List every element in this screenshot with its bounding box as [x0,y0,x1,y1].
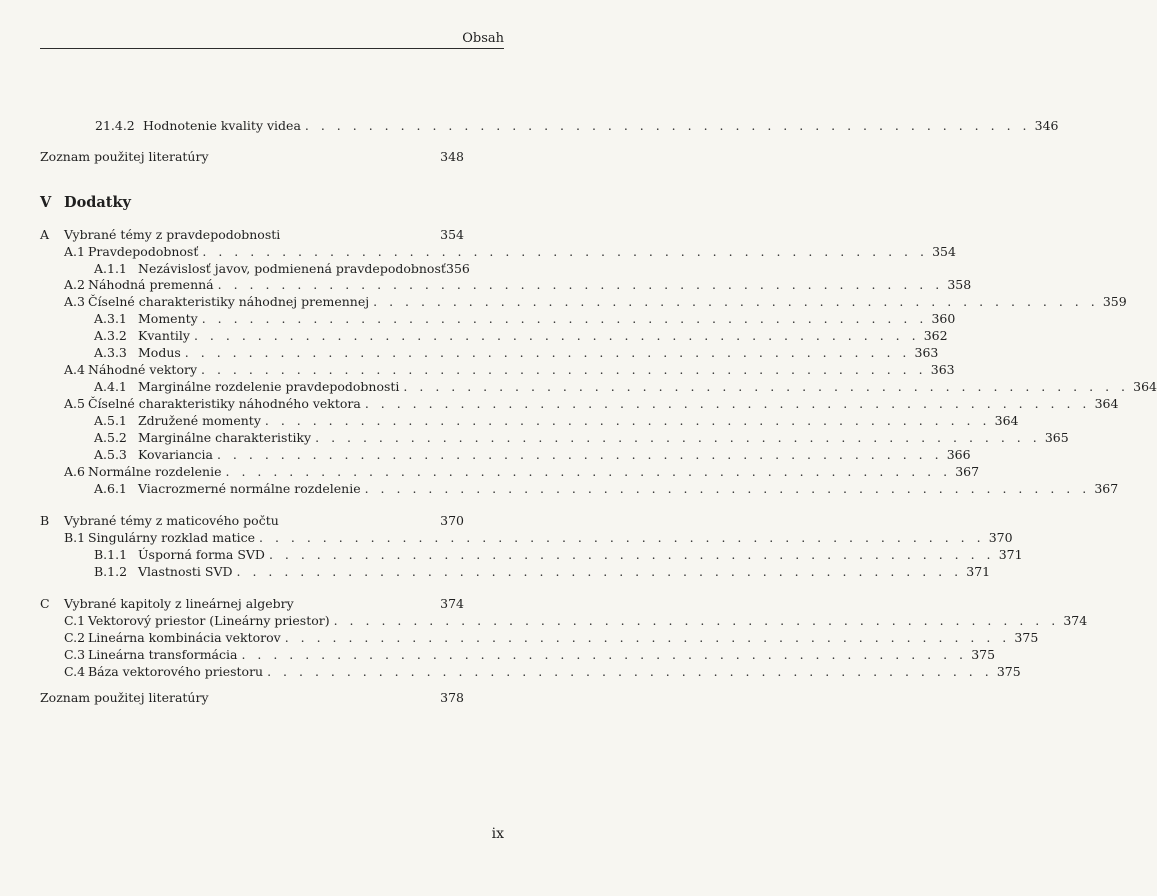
toc-entry-title: Marginálne charakteristiky [138,430,312,445]
toc-entry[interactable] [40,690,464,706]
toc-entry[interactable] [40,277,972,293]
toc-entry-number: A.5 [64,396,85,411]
toc-entry[interactable] [40,647,996,663]
toc-entry-title: Úsporná forma SVD [138,547,265,562]
toc-entry[interactable] [40,547,1023,563]
toc-entry[interactable] [40,118,1059,134]
dot-leader: . . . . . . . . . . . . . . . . . . . . . . . . . . . . . . . . . . . . . . . . . . . . . . [217,277,944,292]
toc-entry-page: 360 [931,311,956,326]
toc-entry[interactable] [40,430,1069,446]
part-title: Dodatky [64,194,131,211]
toc-entry-number: A.3.3 [94,345,127,360]
toc-entry-number: A.3.1 [94,311,127,326]
toc-entry-title: Momenty [138,311,198,326]
toc-entry-number: A.5.3 [94,447,127,462]
toc-entry-title: Zoznam použitej literatúry [40,690,209,705]
toc-entry-number: A.4 [64,362,85,377]
toc-entry-title: Vybrané témy z maticového počtu [64,513,279,528]
toc-entry-page: 358 [947,277,972,292]
toc-entry[interactable] [40,362,955,378]
toc-entry[interactable] [40,261,470,277]
dot-leader: . . . . . . . . . . . . . . . . . . . . . . . . . . . . . . . . . . . . . . . . . . . . . . [304,118,1031,133]
toc-entry-page: 364 [994,413,1019,428]
toc-entry-title: Náhodná premenná [88,277,214,292]
page-number: ix [491,826,504,842]
toc-entry-page: 364 [1133,379,1157,394]
toc-entry-title: Kovariancia [138,447,213,462]
toc-entry-title: Kvantily [138,328,190,343]
toc-entry-title: Vektorový priestor (Lineárny priestor) [88,613,330,628]
dot-leader: . . . . . . . . . . . . . . . . . . . . . . . . . . . . . . . . . . . . . . . . . . . . . . [264,413,991,428]
toc-entry-number: C.1 [64,613,86,628]
toc-entry-number: A.3 [64,294,85,309]
toc-entry[interactable] [40,379,1157,395]
toc-entry[interactable] [40,149,464,165]
toc-entry-number: A.6.1 [94,481,127,496]
toc-entry-title: Zoznam použitej literatúry [40,149,209,164]
toc-entry-page: 371 [966,564,991,579]
toc-entry-page: 370 [988,530,1013,545]
toc-entry-page: 375 [996,664,1021,679]
toc-entry-page: 378 [440,690,464,705]
toc-entry-title: Marginálne rozdelenie pravdepodobnosti [138,379,400,394]
toc-entry-page: 348 [440,149,464,164]
toc-entry-title: Viacrozmerné normálne rozdelenie [138,481,361,496]
toc-entry[interactable] [40,447,971,463]
dot-leader: . . . . . . . . . . . . . . . . . . . . . . . . . . . . . . . . . . . . . . . . . . . . . . [193,328,920,343]
toc-entry[interactable] [40,294,1127,310]
toc-entry-number: B.1.1 [94,547,128,562]
toc-entry-page: 366 [946,447,971,462]
toc-chapter-entry[interactable] [40,596,464,612]
toc-entry-title: Lineárna kombinácia vektorov [88,630,281,645]
toc-entry-number: A.1 [64,244,85,259]
header-rule [40,48,504,49]
dot-leader: . . . . . . . . . . . . . . . . . . . . . . . . . . . . . . . . . . . . . . . . . . . . . . [364,481,1091,496]
toc-entry-number: B [40,513,50,528]
toc-entry-number: A.1.1 [94,261,127,276]
toc-entry-title: Číselné charakteristiky náhodného vektora [88,396,361,411]
dot-leader: . . . . . . . . . . . . . . . . . . . . . . . . . . . . . . . . . . . . . . . . . . . . . . [333,613,1060,628]
toc-entry-number: 21.4.2 [95,118,135,133]
toc-entry-number: C [40,596,50,611]
toc-entry-page: 365 [1044,430,1069,445]
toc-entry-number: A.6 [64,464,85,479]
toc-entry-title: Singulárny rozklad matice [88,530,255,545]
toc-entry-page: 354 [440,227,464,242]
toc-entry[interactable] [40,345,939,361]
toc-entry[interactable] [40,244,956,260]
toc-entry-page: 363 [930,362,955,377]
toc-entry-page: 362 [923,328,948,343]
toc-entry-title: Nezávislosť javov, podmienená pravdepodobnosť [138,261,446,276]
toc-entry-number: A [40,227,50,242]
toc-entry[interactable] [40,413,1019,429]
dot-leader: . . . . . . . . . . . . . . . . . . . . . . . . . . . . . . . . . . . . . . . . . . . . . . [236,564,963,579]
dot-leader: . . . . . . . . . . . . . . . . . . . . . . . . . . . . . . . . . . . . . . . . . . . . . . [201,362,927,377]
toc-entry[interactable] [40,564,991,580]
dot-leader: . . . . . . . . . . . . . . . . . . . . . . . . . . . . . . . . . . . . . . . . . . . . . . [364,396,1091,411]
toc-entry-title: Združené momenty [138,413,261,428]
toc-entry-page: 371 [998,547,1023,562]
toc-entry-page: 375 [971,647,996,662]
toc-entry[interactable] [40,396,1119,412]
toc-entry-page: 370 [440,513,464,528]
toc-entry-page: 374 [440,596,464,611]
toc-entry-page: 359 [1102,294,1127,309]
toc-entry-page: 367 [955,464,980,479]
toc-entry-title: Vlastnosti SVD [138,564,233,579]
toc-entry-page: 375 [1014,630,1039,645]
toc-entry-page: 354 [932,244,956,259]
toc-entry-page: 374 [1063,613,1088,628]
toc-entry-title: Náhodné vektory [88,362,198,377]
toc-entry-page: 364 [1094,396,1119,411]
dot-leader: . . . . . . . . . . . . . . . . . . . . . . . . . . . . . . . . . . . . . . . . . . . . . . [315,430,1041,445]
toc-entry[interactable] [40,328,948,344]
toc-entry[interactable] [40,481,1119,497]
toc-entry-title: Číselné charakteristiky náhodnej premennej [88,294,370,309]
toc-entry[interactable] [40,664,1021,680]
toc-entry[interactable] [40,311,956,327]
dot-leader: . . . . . . . . . . . . . . . . . . . . . . . . . . . . . . . . . . . . . . . . . . . . . . [259,530,985,545]
toc-entry-number: A.5.1 [94,413,127,428]
dot-leader: . . . . . . . . . . . . . . . . . . . . . . . . . . . . . . . . . . . . . . . . . . . . . . [202,244,928,259]
toc-entry-title: Vybrané témy z pravdepodobnosti [64,227,281,242]
toc-entry-number: A.5.2 [94,430,127,445]
toc-entry-number: A.2 [64,277,85,292]
dot-leader: . . . . . . . . . . . . . . . . . . . . . . . . . . . . . . . . . . . . . . . . . . . . . . [201,311,928,326]
toc-entry-title: Vybrané kapitoly z lineárnej algebry [64,596,294,611]
dot-leader: . . . . . . . . . . . . . . . . . . . . . . . . . . . . . . . . . . . . . . . . . . . . . . [268,547,995,562]
toc-entry-number: B.1 [64,530,86,545]
toc-entry-title: Hodnotenie kvality videa [143,118,301,133]
toc-entry-title: Modus [138,345,181,360]
toc-entry-number: C.3 [64,647,86,662]
toc-entry[interactable] [40,530,1013,546]
running-header-title: Obsah [462,31,504,46]
dot-leader: . . . . . . . . . . . . . . . . . . . . . . . . . . . . . . . . . . . . . . . . . . . . . . [216,447,943,462]
toc-entry-title: Lineárna transformácia [88,647,238,662]
toc-entry-number: C.2 [64,630,86,645]
toc-chapter-entry[interactable] [40,227,464,243]
toc-entry-number: B.1.2 [94,564,128,579]
toc-entry[interactable] [40,464,980,480]
toc-entry-page: 363 [914,345,939,360]
dot-leader: . . . . . . . . . . . . . . . . . . . . . . . . . . . . . . . . . . . . . . . . . . . . . . [284,630,1011,645]
toc-entry[interactable] [40,630,1039,646]
toc-entry-title: Pravdepodobnosť [88,244,199,259]
toc-entry-page: 356 [446,261,470,276]
dot-leader: . . . . . . . . . . . . . . . . . . . . . . . . . . . . . . . . . . . . . . . . . . . . . . [403,379,1130,394]
part-number: V [40,194,52,211]
dot-leader: . . . . . . . . . . . . . . . . . . . . . . . . . . . . . . . . . . . . . . . . . . . . . . [184,345,911,360]
dot-leader: . . . . . . . . . . . . . . . . . . . . . . . . . . . . . . . . . . . . . . . . . . . . . . [373,294,1099,309]
dot-leader: . . . . . . . . . . . . . . . . . . . . . . . . . . . . . . . . . . . . . . . . . . . . . . [225,464,952,479]
part-heading [40,194,131,212]
toc-entry-number: A.4.1 [94,379,127,394]
toc-entry-title: Normálne rozdelenie [88,464,222,479]
toc-entry[interactable] [40,613,1088,629]
toc-chapter-entry[interactable] [40,513,464,529]
toc-entry-page: 346 [1034,118,1059,133]
dot-leader: . . . . . . . . . . . . . . . . . . . . . . . . . . . . . . . . . . . . . . . . . . . . . . [267,664,993,679]
toc-entry-page: 367 [1094,481,1119,496]
toc-entry-title: Báza vektorového priestoru [88,664,264,679]
dot-leader: . . . . . . . . . . . . . . . . . . . . . . . . . . . . . . . . . . . . . . . . . . . . . . [241,647,968,662]
toc-entry-number: C.4 [64,664,86,679]
toc-entry-number: A.3.2 [94,328,127,343]
